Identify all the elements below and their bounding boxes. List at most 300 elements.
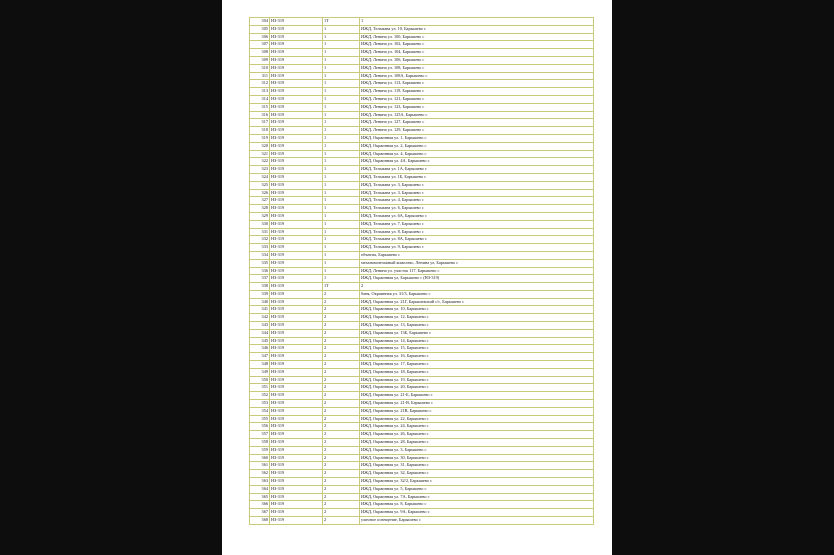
phase-cell: 1 (323, 173, 360, 181)
address-cell: ИЖД, Окраинная ул. 19, Барышево с (360, 376, 594, 384)
row-number: 315 (250, 103, 270, 111)
phase-cell: 2 (323, 400, 360, 408)
feeder-code: НЗ-319 (270, 361, 323, 369)
row-number: 331 (250, 228, 270, 236)
address-cell: ИЖД, Ленина ул. 108А, Барышево с (360, 72, 594, 80)
row-number: 327 (250, 197, 270, 205)
phase-cell: 2 (323, 407, 360, 415)
table-row (250, 517, 594, 525)
feeder-code: НЗ-319 (270, 368, 323, 376)
table-row (250, 454, 594, 462)
feeder-code: НЗ-319 (270, 111, 323, 119)
phase-cell: 2 (323, 446, 360, 454)
phase-cell: 2 (323, 345, 360, 353)
row-number: 305 (250, 25, 270, 33)
address-cell: ИЖД, Тельмана ул. 3, Барышево с (360, 189, 594, 197)
phase-cell: 1 (323, 181, 360, 189)
address-cell: ИЖД, Тельмана ул. 10, Барышево с (360, 25, 594, 33)
row-number: 355 (250, 415, 270, 423)
address-cell: ИЖД, Ленина ул. 123, Барышево с (360, 103, 594, 111)
table-row (250, 478, 594, 486)
row-number: 314 (250, 95, 270, 103)
address-table (249, 17, 594, 525)
phase-cell: 1 (323, 25, 360, 33)
table-row (250, 298, 594, 306)
address-cell: ИЖД, Ленина ул. 127, Барышево с (360, 119, 594, 127)
address-cell: механомонтажный комплекс, Ленина ул, Барышево с (360, 259, 594, 267)
phase-cell: 2 (323, 306, 360, 314)
feeder-code: НЗ-319 (270, 150, 323, 158)
feeder-code: НЗ-319 (270, 251, 323, 259)
address-cell: ИЖД, Окраинная ул, Барышево с (НЗ-319) (360, 275, 594, 283)
table-row (250, 415, 594, 423)
feeder-code: НЗ-319 (270, 181, 323, 189)
phase-cell: 2 (323, 493, 360, 501)
row-number: 347 (250, 353, 270, 361)
row-number: 337 (250, 275, 270, 283)
phase-cell: 1 (323, 150, 360, 158)
feeder-code: НЗ-319 (270, 275, 323, 283)
row-number: 358 (250, 439, 270, 447)
row-number: 336 (250, 267, 270, 275)
phase-cell: 1 (323, 103, 360, 111)
row-number: 350 (250, 376, 270, 384)
row-number: 354 (250, 407, 270, 415)
address-cell: ИЖД, Окраинная ул. 13, Барышево с (360, 322, 594, 330)
phase-cell: 2 (323, 376, 360, 384)
table-row (250, 290, 594, 298)
phase-cell: 1 (323, 111, 360, 119)
row-number: 309 (250, 56, 270, 64)
table-row (250, 509, 594, 517)
row-number: 359 (250, 446, 270, 454)
row-number: 332 (250, 236, 270, 244)
address-cell: ИЖД, Окраинная ул. 3, Барышево с (360, 446, 594, 454)
phase-cell: 2 (323, 423, 360, 431)
row-number: 349 (250, 368, 270, 376)
phase-cell: 1 (323, 228, 360, 236)
address-cell: ИЖД, Окраинная ул. 18, Барышево с (360, 368, 594, 376)
row-number: 341 (250, 306, 270, 314)
feeder-code: НЗ-319 (270, 485, 323, 493)
feeder-code: НЗ-319 (270, 80, 323, 88)
table-row (250, 322, 594, 330)
feeder-code: НЗ-319 (270, 439, 323, 447)
feeder-code: НЗ-319 (270, 407, 323, 415)
row-number: 352 (250, 392, 270, 400)
address-cell: ИЖД, Тельмана ул. 4, Барышево с (360, 197, 594, 205)
phase-cell: 2 (323, 290, 360, 298)
phase-cell: 2 (323, 361, 360, 369)
address-cell: 2 (360, 283, 594, 291)
feeder-code: НЗ-319 (270, 119, 323, 127)
table-row (250, 384, 594, 392)
phase-cell: 1 (323, 212, 360, 220)
phase-cell: 1 (323, 119, 360, 127)
row-number: 320 (250, 142, 270, 150)
address-cell: ИЖД, Тельмана ул. 6А, Барышево с (360, 212, 594, 220)
feeder-code: НЗ-319 (270, 376, 323, 384)
address-cell: ИЖД, Окраинная ул. 7А, Барышево с (360, 493, 594, 501)
table-row (250, 493, 594, 501)
feeder-code: НЗ-319 (270, 353, 323, 361)
feeder-code: НЗ-319 (270, 72, 323, 80)
phase-cell: 1 (323, 166, 360, 174)
table-row (250, 111, 594, 119)
table-row (250, 25, 594, 33)
feeder-code: НЗ-319 (270, 337, 323, 345)
phase-cell: 1 (323, 72, 360, 80)
feeder-code: НЗ-319 (270, 509, 323, 517)
address-cell: ИЖД, Окраинная ул. 8, Барышево с (360, 501, 594, 509)
address-cell: ИЖД, Тельмана ул. 7, Барышево с (360, 220, 594, 228)
row-number: 345 (250, 337, 270, 345)
row-number: 338 (250, 283, 270, 291)
phase-cell: 1 (323, 41, 360, 49)
address-cell: ИЖД, Окраинная ул. 24, Барышево с (360, 423, 594, 431)
row-number: 316 (250, 111, 270, 119)
feeder-code: НЗ-319 (270, 462, 323, 470)
row-number: 357 (250, 431, 270, 439)
table-row (250, 142, 594, 150)
table-row (250, 368, 594, 376)
table-row (250, 33, 594, 41)
address-cell: ИЖД, Окраинная ул. 21Г, Барышевский с/с, Барышево с (360, 298, 594, 306)
row-number: 356 (250, 423, 270, 431)
row-number: 340 (250, 298, 270, 306)
address-cell: баня, Окраинная ул. 31/3, Барышево с (360, 290, 594, 298)
table-row (250, 244, 594, 252)
address-cell: ИЖД, Окраинная ул. 2, Барышево с (360, 142, 594, 150)
phase-cell: 1 (323, 158, 360, 166)
feeder-code: НЗ-319 (270, 423, 323, 431)
row-number: 317 (250, 119, 270, 127)
row-number: 330 (250, 220, 270, 228)
row-number: 324 (250, 173, 270, 181)
address-cell: ИЖД, Окраинная ул. 21-В, Барышево с (360, 400, 594, 408)
table-row (250, 49, 594, 57)
phase-cell: 2 (323, 353, 360, 361)
phase-cell: 2 (323, 439, 360, 447)
address-cell: ИЖД, Тельмана ул. 9, Барышево с (360, 244, 594, 252)
address-cell: ИЖД, Ленина ул. 113, Барышево с (360, 80, 594, 88)
row-number: 329 (250, 212, 270, 220)
feeder-code: НЗ-319 (270, 166, 323, 174)
address-cell: ИЖД, Окраинная ул. 17, Барышево с (360, 361, 594, 369)
table-row (250, 236, 594, 244)
table-row (250, 205, 594, 213)
row-number: 365 (250, 493, 270, 501)
feeder-code: НЗ-319 (270, 345, 323, 353)
phase-cell: 1 (323, 33, 360, 41)
address-cell: ИЖД, Окраинная ул. 13Б, Барышево с (360, 329, 594, 337)
row-number: 322 (250, 158, 270, 166)
phase-cell: 1 (323, 236, 360, 244)
phase-cell: 2 (323, 501, 360, 509)
feeder-code: НЗ-319 (270, 212, 323, 220)
row-number: 353 (250, 400, 270, 408)
table-row (250, 56, 594, 64)
row-number: 368 (250, 517, 270, 525)
row-number: 321 (250, 150, 270, 158)
phase-cell: 1 (323, 205, 360, 213)
feeder-code: НЗ-319 (270, 18, 323, 26)
document-page (222, 0, 612, 555)
address-cell: ИЖД, Окраинная ул. 16, Барышево с (360, 353, 594, 361)
feeder-code: НЗ-319 (270, 88, 323, 96)
table-body (250, 18, 594, 525)
table-row (250, 64, 594, 72)
feeder-code: НЗ-319 (270, 25, 323, 33)
phase-cell: 1Т (323, 18, 360, 26)
phase-cell: 1 (323, 134, 360, 142)
phase-cell: 2 (323, 322, 360, 330)
address-cell: ИЖД, Окраинная ул. 22, Барышево с (360, 415, 594, 423)
feeder-code: НЗ-319 (270, 220, 323, 228)
table-row (250, 80, 594, 88)
address-cell: ИЖД, Окраинная ул. 9А, Барышево с (360, 509, 594, 517)
table-row (250, 400, 594, 408)
feeder-code: НЗ-319 (270, 64, 323, 72)
table-row (250, 181, 594, 189)
address-cell: ИЖД, Тельмана ул. 6, Барышево с (360, 205, 594, 213)
address-cell: ИЖД, Ленина ул. 121, Барышево с (360, 95, 594, 103)
feeder-code: НЗ-319 (270, 314, 323, 322)
table-row (250, 72, 594, 80)
row-number: 323 (250, 166, 270, 174)
table-row (250, 119, 594, 127)
address-cell: ИЖД, Окраинная ул. 31, Барышево с (360, 462, 594, 470)
table-row (250, 41, 594, 49)
table-row (250, 337, 594, 345)
feeder-code: НЗ-319 (270, 446, 323, 454)
phase-cell: 1Т (323, 283, 360, 291)
row-number: 328 (250, 205, 270, 213)
address-cell: ИЖД, Окраинная ул. 28, Барышево с (360, 439, 594, 447)
row-number: 362 (250, 470, 270, 478)
row-number: 307 (250, 41, 270, 49)
row-number: 361 (250, 462, 270, 470)
feeder-code: НЗ-319 (270, 267, 323, 275)
address-cell: ИЖД, Тельмана ул. 1Б, Барышево с (360, 173, 594, 181)
address-cell: ИЖД, Ленина ул. 102, Барышево с (360, 41, 594, 49)
table-row (250, 189, 594, 197)
table-row (250, 407, 594, 415)
row-number: 342 (250, 314, 270, 322)
address-cell: ИЖД, Ленина ул. 119, Барышево с (360, 88, 594, 96)
phase-cell: 1 (323, 189, 360, 197)
feeder-code: НЗ-319 (270, 205, 323, 213)
table-row (250, 431, 594, 439)
feeder-code: НЗ-319 (270, 470, 323, 478)
phase-cell: 1 (323, 142, 360, 150)
phase-cell: 1 (323, 197, 360, 205)
address-cell: ИЖД, Окраинная ул. 5, Барышево с (360, 485, 594, 493)
row-number: 306 (250, 33, 270, 41)
table-row (250, 283, 594, 291)
table-row (250, 462, 594, 470)
table-row (250, 485, 594, 493)
phase-cell: 2 (323, 509, 360, 517)
row-number: 351 (250, 384, 270, 392)
row-number: 334 (250, 251, 270, 259)
feeder-code: НЗ-319 (270, 478, 323, 486)
feeder-code: НЗ-319 (270, 415, 323, 423)
feeder-code: НЗ-319 (270, 41, 323, 49)
address-cell: ИЖД, Ленина ул. 104, Барышево с (360, 49, 594, 57)
feeder-code: НЗ-319 (270, 259, 323, 267)
address-cell: ИЖД, Окраинная ул. 26, Барышево с (360, 431, 594, 439)
phase-cell: 1 (323, 267, 360, 275)
feeder-code: НЗ-319 (270, 329, 323, 337)
row-number: 366 (250, 501, 270, 509)
table-row (250, 150, 594, 158)
feeder-code: НЗ-319 (270, 384, 323, 392)
phase-cell: 2 (323, 337, 360, 345)
address-cell: ИЖД, Окраинная ул. 4А, Барышево с (360, 158, 594, 166)
address-cell: ИЖД, Тельмана ул. 8, Барышево с (360, 228, 594, 236)
feeder-code: НЗ-319 (270, 189, 323, 197)
address-cell: ИЖД, Тельмана ул. 8А, Барышево с (360, 236, 594, 244)
phase-cell: 2 (323, 470, 360, 478)
feeder-code: НЗ-319 (270, 236, 323, 244)
row-number: 335 (250, 259, 270, 267)
table-row (250, 158, 594, 166)
phase-cell: 1 (323, 88, 360, 96)
row-number: 339 (250, 290, 270, 298)
phase-cell: 2 (323, 314, 360, 322)
phase-cell: 1 (323, 275, 360, 283)
table-row (250, 314, 594, 322)
phase-cell: 2 (323, 485, 360, 493)
feeder-code: НЗ-319 (270, 517, 323, 525)
address-cell: ИЖД, Ленина ул. 129, Барышево с (360, 127, 594, 135)
table-row (250, 329, 594, 337)
row-number: 367 (250, 509, 270, 517)
address-cell: ИЖД, Окраинная ул. 12, Барышево с (360, 314, 594, 322)
address-cell: ИЖД, Ленина ул. участок 117, Барышево с (360, 267, 594, 275)
feeder-code: НЗ-319 (270, 298, 323, 306)
table-row (250, 173, 594, 181)
table-row (250, 439, 594, 447)
phase-cell: 2 (323, 368, 360, 376)
phase-cell: 2 (323, 431, 360, 439)
address-cell: ИЖД, Окраинная ул. 15, Барышево с (360, 345, 594, 353)
feeder-code: НЗ-319 (270, 56, 323, 64)
feeder-code: НЗ-319 (270, 306, 323, 314)
address-cell: ИЖД, Ленина ул. 100, Барышево с (360, 33, 594, 41)
row-number: 343 (250, 322, 270, 330)
row-number: 318 (250, 127, 270, 135)
phase-cell: 2 (323, 454, 360, 462)
feeder-code: НЗ-319 (270, 49, 323, 57)
feeder-code: НЗ-319 (270, 228, 323, 236)
phase-cell: 1 (323, 251, 360, 259)
feeder-code: НЗ-319 (270, 400, 323, 408)
phase-cell: 2 (323, 392, 360, 400)
phase-cell: 2 (323, 415, 360, 423)
row-number: 313 (250, 88, 270, 96)
phase-cell: 2 (323, 298, 360, 306)
feeder-code: НЗ-319 (270, 493, 323, 501)
table-row (250, 18, 594, 26)
table-row (250, 267, 594, 275)
table-row (250, 259, 594, 267)
row-number: 311 (250, 72, 270, 80)
row-number: 346 (250, 345, 270, 353)
address-cell: ИЖД, Ленина ул. 108, Барышево с (360, 64, 594, 72)
feeder-code: НЗ-319 (270, 197, 323, 205)
table-row (250, 251, 594, 259)
row-number: 363 (250, 478, 270, 486)
phase-cell: 2 (323, 478, 360, 486)
feeder-code: НЗ-319 (270, 134, 323, 142)
feeder-code: НЗ-319 (270, 173, 323, 181)
table-row (250, 501, 594, 509)
address-cell: ИЖД, Окраинная ул. 21В, Барышево с (360, 407, 594, 415)
address-cell: ИЖД, Тельмана ул. 1А, Барышево с (360, 166, 594, 174)
feeder-code: НЗ-319 (270, 33, 323, 41)
table-row (250, 423, 594, 431)
table-row (250, 392, 594, 400)
table-row (250, 470, 594, 478)
address-cell: объекты, Барышево с (360, 251, 594, 259)
row-number: 319 (250, 134, 270, 142)
address-cell: ИЖД, Окраинная ул. 32, Барышево с (360, 470, 594, 478)
table-row (250, 88, 594, 96)
address-cell: 1 (360, 18, 594, 26)
feeder-code: НЗ-319 (270, 127, 323, 135)
table-row (250, 353, 594, 361)
phase-cell: 1 (323, 244, 360, 252)
table-row (250, 446, 594, 454)
feeder-code: НЗ-319 (270, 103, 323, 111)
row-number: 364 (250, 485, 270, 493)
feeder-code: НЗ-319 (270, 431, 323, 439)
phase-cell: 1 (323, 80, 360, 88)
row-number: 310 (250, 64, 270, 72)
table-row (250, 306, 594, 314)
phase-cell: 2 (323, 462, 360, 470)
table-row (250, 134, 594, 142)
address-cell: ИЖД, Окраинная ул. 30, Барышево с (360, 454, 594, 462)
phase-cell: 1 (323, 64, 360, 72)
feeder-code: НЗ-319 (270, 283, 323, 291)
address-cell: ИЖД, Ленина ул. 106, Барышево с (360, 56, 594, 64)
row-number: 308 (250, 49, 270, 57)
phase-cell: 1 (323, 95, 360, 103)
phase-cell: 1 (323, 259, 360, 267)
table-row (250, 166, 594, 174)
feeder-code: НЗ-319 (270, 244, 323, 252)
row-number: 312 (250, 80, 270, 88)
address-cell: ИЖД, Окраинная ул. 4, Барышево с (360, 150, 594, 158)
address-cell: ИЖД, Окраинная ул. 32/2, Барышево с (360, 478, 594, 486)
table-row (250, 376, 594, 384)
address-cell: ИЖД, Окраинная ул. 14, Барышево с (360, 337, 594, 345)
phase-cell: 1 (323, 49, 360, 57)
table-row (250, 228, 594, 236)
address-cell: ИЖД, Тельмана ул. 3, Барышево с (360, 181, 594, 189)
row-number: 304 (250, 18, 270, 26)
feeder-code: НЗ-319 (270, 501, 323, 509)
feeder-code: НЗ-319 (270, 158, 323, 166)
table-row (250, 212, 594, 220)
row-number: 348 (250, 361, 270, 369)
table-row (250, 345, 594, 353)
address-cell: ИЖД, Окраинная ул. 21-Б, Барышево с (360, 392, 594, 400)
address-cell: уличное освещение, Барышево с (360, 517, 594, 525)
